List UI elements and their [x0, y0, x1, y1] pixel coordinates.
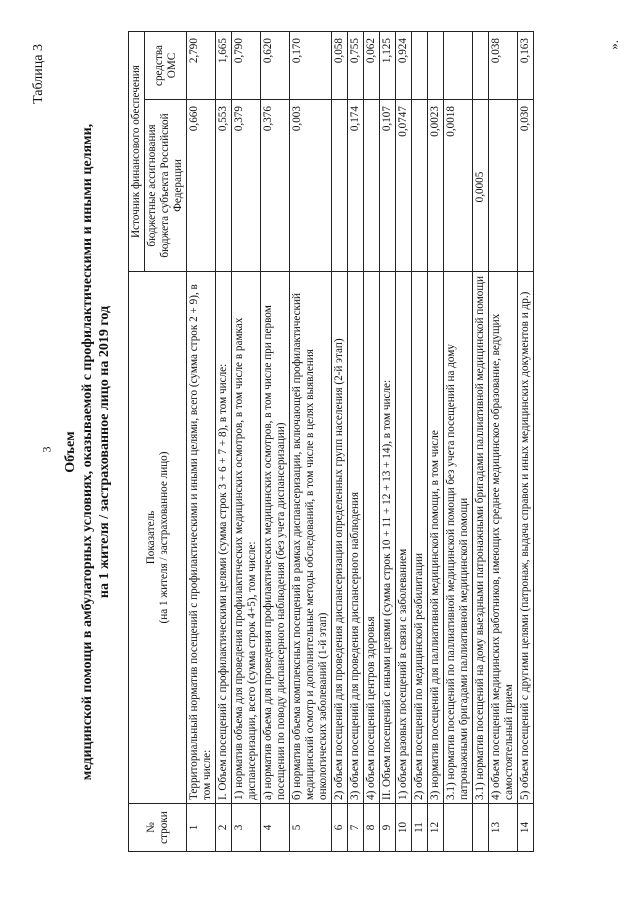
row-text: 3.1) норматив посещений на дому выездными патронажными бригадами паллиативной медицинской помощи [473, 272, 489, 804]
row-oms: 0,790 [232, 32, 261, 100]
table-row [473, 32, 489, 852]
table-row [396, 32, 412, 852]
row-budget: 0,376 [261, 100, 290, 272]
row-oms: 0,038 [489, 32, 518, 100]
row-budget: 0,660 [187, 100, 216, 272]
row-number [444, 804, 473, 852]
rotated-page [22, 32, 622, 872]
row-number: 5 [290, 804, 332, 852]
row-oms [412, 32, 428, 100]
row-oms: 0,755 [348, 32, 364, 100]
table-row [332, 32, 348, 852]
row-budget [332, 100, 348, 272]
row-budget: 0,0023 [428, 100, 444, 272]
header-budget: бюджетные ассигнования бюджета субъекта Российской Федерации [145, 100, 187, 272]
row-budget: 0,0747 [396, 100, 412, 272]
row-number: 6 [332, 804, 348, 852]
table-row [290, 32, 332, 852]
row-oms [428, 32, 444, 100]
table-row [428, 32, 444, 852]
row-text: 2) объем посещений для проведения диспансеризации определенных групп населения (2-й этап) [332, 272, 348, 804]
row-text: I. Объем посещений с профилактическими целями (сумма строк 3 + 6 + 7 + 8), в том числе: [216, 272, 232, 804]
table-row [261, 32, 290, 852]
header-row-1 [129, 32, 145, 852]
row-text: Территориальный норматив посещений с профилактическими и иными целями, всего (сумма строк 2 + 9), в том числе: [187, 272, 216, 804]
row-budget: 0,379 [232, 100, 261, 272]
row-budget: 0,0018 [444, 100, 473, 272]
row-budget: 0,0005 [473, 100, 489, 272]
row-number: 12 [428, 804, 444, 852]
title-line-1: Объем [63, 431, 78, 473]
closing-quote-mark: ». [606, 40, 621, 50]
table-row [348, 32, 364, 852]
row-oms [473, 32, 489, 100]
row-budget: 0,174 [348, 100, 364, 272]
row-number: 11 [412, 804, 428, 852]
row-budget [489, 100, 518, 272]
row-number: 7 [348, 804, 364, 852]
title-line-2: медицинской помощи в амбулаторных условиях, оказываемой с профилактическими и иными целями, [80, 123, 95, 781]
table-row [489, 32, 518, 852]
header-indicator-title: Показатель [144, 510, 157, 565]
row-number: 13 [489, 804, 518, 852]
row-number: 10 [396, 804, 412, 852]
row-text: 4) объем посещений медицинских работников, имеющих среднее медицинское образование, ведущих самостоятельный прием [489, 272, 518, 804]
row-number: 8 [364, 804, 380, 852]
table-row [187, 32, 216, 852]
row-budget: 0,003 [290, 100, 332, 272]
row-text: II. Объем посещений с иными целями (сумма строк 10 + 11 + 12 + 13 + 14), в том числе: [380, 272, 396, 804]
title-line-3: на 1 жителя / застрахованное лицо на 2019 год [97, 305, 112, 599]
row-oms: 1,665 [216, 32, 232, 100]
row-number: 2 [216, 804, 232, 852]
row-oms: 2,790 [187, 32, 216, 100]
row-oms: 0,062 [364, 32, 380, 100]
row-budget: 0,107 [380, 100, 396, 272]
row-oms: 0,924 [396, 32, 412, 100]
header-indicator-sub: (на 1 жителя / застрахованное лицо) [157, 451, 170, 624]
row-number: 3 [232, 804, 261, 852]
row-oms: 0,058 [332, 32, 348, 100]
row-budget [364, 100, 380, 272]
header-oms: средства ОМС [145, 32, 187, 100]
header-source: Источник финансового обеспечения [129, 32, 145, 272]
row-oms [444, 32, 473, 100]
page-number: 3 [39, 446, 54, 453]
document-title [62, 32, 113, 872]
row-number [473, 804, 489, 852]
volume-table [128, 31, 534, 852]
row-text: 3.1) норматив посещений по паллиативной медицинской помощи без учета посещений на дому патронажными бригадами паллиативной медицинской помощи [444, 272, 473, 804]
table-row [412, 32, 428, 852]
row-budget: 0,030 [518, 100, 534, 272]
row-number: 1 [187, 804, 216, 852]
table-label: Таблица 3 [31, 44, 46, 104]
row-text: а) норматив объема для проведения профилактических медицинских осмотров, в том числе при первом посещении по поводу диспансерного наблюдения (без учета диспансеризации) [261, 272, 290, 804]
row-oms: 0,620 [261, 32, 290, 100]
table-row [444, 32, 473, 852]
row-oms: 0,163 [518, 32, 534, 100]
table-row [232, 32, 261, 852]
row-text: 1) объем разовых посещений в связи с заболеванием [396, 272, 412, 804]
table-row [518, 32, 534, 852]
row-budget: 0,553 [216, 100, 232, 272]
row-text: 4) объем посещений центров здоровья [364, 272, 380, 804]
row-text: 1) норматив объема для проведения профилактических медицинских осмотров, в том числе в рамках диспансеризации, всего (сумма строк 4+5), том числе: [232, 272, 261, 804]
header-row-number: № строки [129, 804, 187, 852]
row-text: б) норматив объема комплексных посещений в рамках диспансеризации, включающей профилактический медицинский осмотр и дополнительные методы обследований, в том числе в целях выявления онкологических заболеваний (1-й этап) [290, 272, 332, 804]
row-oms: 1,125 [380, 32, 396, 100]
row-text: 5) объем посещений с другими целями (патронаж, выдача справок и иных медицинских документов и др.) [518, 272, 534, 804]
row-text: 2) объем посещений по медицинской реабилитации [412, 272, 428, 804]
row-oms: 0,170 [290, 32, 332, 100]
row-text: 3) норматив посещений для паллиативной медицинской помощи, в том числе [428, 272, 444, 804]
header-indicator [129, 272, 187, 804]
table-row [216, 32, 232, 852]
table-row [380, 32, 396, 852]
row-budget [412, 100, 428, 272]
row-number: 9 [380, 804, 396, 852]
row-number: 14 [518, 804, 534, 852]
row-text: 3) объем посещений для проведения диспансерного наблюдения [348, 272, 364, 804]
table-row [364, 32, 380, 852]
row-number: 4 [261, 804, 290, 852]
